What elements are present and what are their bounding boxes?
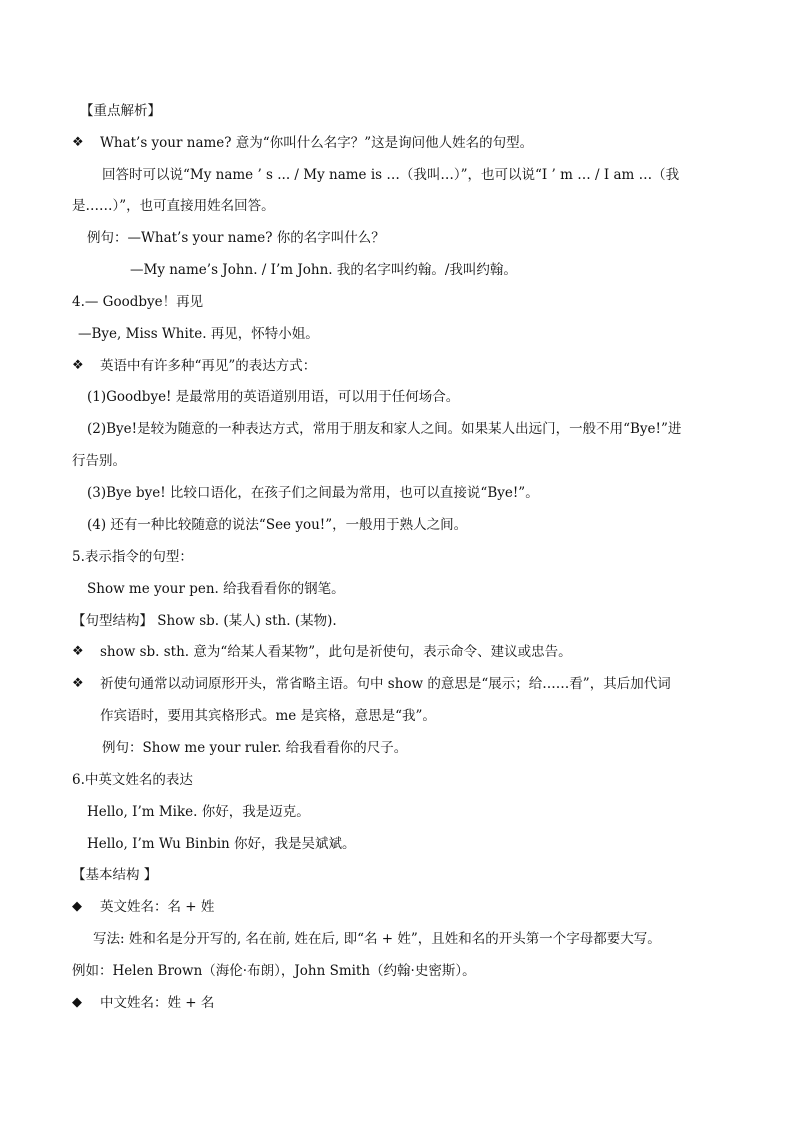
heading-names: 6.中英文姓名的表达 [72,772,193,788]
goodbye-reply: —Bye, Miss White. 再见，怀特小姐。 [78,326,319,342]
command-example: Show me your pen. 给我看看你的钢笔。 [87,581,345,597]
diamond-bullet-icon: ❖ [72,676,84,691]
bye-item-2-line1: (2)Bye!是较为随意的一种表达方式，常用于朋友和家人之间。如果某人出远门，一般不用“Bye!”进 [87,421,682,437]
bye-item-4: (4) 还有一种比较随意的说法“See you!”，一般用于熟人之间。 [87,517,468,533]
bye-item-3: (3)Bye bye! 比较口语化，在孩子们之间最为常用，也可以直接说“Bye!”。 [87,485,539,501]
chinese-name-heading: 中文姓名：姓 + 名 [100,995,215,1011]
section-heading-basic: 【基本结构 】 [72,867,158,883]
paragraph-imperative-line2: 作宾语时，要用其宾格形式。me 是宾格，意思是“我”。 [100,708,436,724]
section-heading-focus: 【重点解析】 [80,103,161,119]
example-answer: —My name’s John. / I’m John. 我的名字叫约翰。/我叫约翰。 [130,262,517,278]
diamond-bullet-icon: ❖ [72,135,84,150]
english-name-heading: 英文姓名：名 + 姓 [100,899,215,915]
paragraph-answer-line1: 回答时可以说“My name ’ s ... / My name is …（我叫…）”，也可以说“I ’ m … / I am …（我 [102,167,680,183]
heading-goodbye: 4.— Goodbye！再见 [72,294,204,310]
names-example-1: Hello, I’m Mike. 你好，我是迈克。 [87,804,310,820]
example-question: 例句：—What’s your name? 你的名字叫什么？ [87,230,385,246]
bye-item-2-line2: 行告别。 [72,453,126,469]
paragraph-bye-expressions: 英语中有许多种“再见”的表达方式： [100,358,317,374]
diamond-bullet-icon: ❖ [72,644,84,659]
bye-item-1: (1)Goodbye! 是最常用的英语道别用语，可以用于任何场合。 [87,389,460,405]
paragraph-whats-your-name: What’s your name? 意为“你叫什么名字？”这是询问他人姓名的句型。 [100,135,534,151]
example-ruler: 例句：Show me your ruler. 给我看看你的尺子。 [102,740,408,756]
english-name-desc-line2: 例如：Helen Brown（海伦·布朗），John Smith（约翰·史密斯）。 [72,963,476,979]
diamond-bullet-icon: ❖ [72,358,84,373]
solid-diamond-bullet-icon: ◆ [72,899,82,914]
paragraph-answer-line2: 是……）”，也可直接用姓名回答。 [72,198,275,214]
section-heading-structure: 【句型结构】 Show sb. (某人) sth. (某物). [72,613,337,629]
paragraph-show-meaning: show sb. sth. 意为“给某人看某物”，此句是祈使句，表示命令、建议或忠告。 [100,644,572,660]
names-example-2: Hello, I’m Wu Binbin 你好，我是吴斌斌。 [87,836,356,852]
solid-diamond-bullet-icon: ◆ [72,995,82,1010]
english-name-desc-line1: 写法: 姓和名是分开写的, 名在前, 姓在后, 即“名 + 姓”，且姓和名的开头第一个字母都要大写。 [93,931,661,947]
paragraph-imperative-line1: 祈使句通常以动词原形开头，常省略主语。句中 show 的意思是“展示；给……看”，其后加代词 [100,676,671,692]
heading-command-pattern: 5.表示指令的句型： [72,549,193,565]
